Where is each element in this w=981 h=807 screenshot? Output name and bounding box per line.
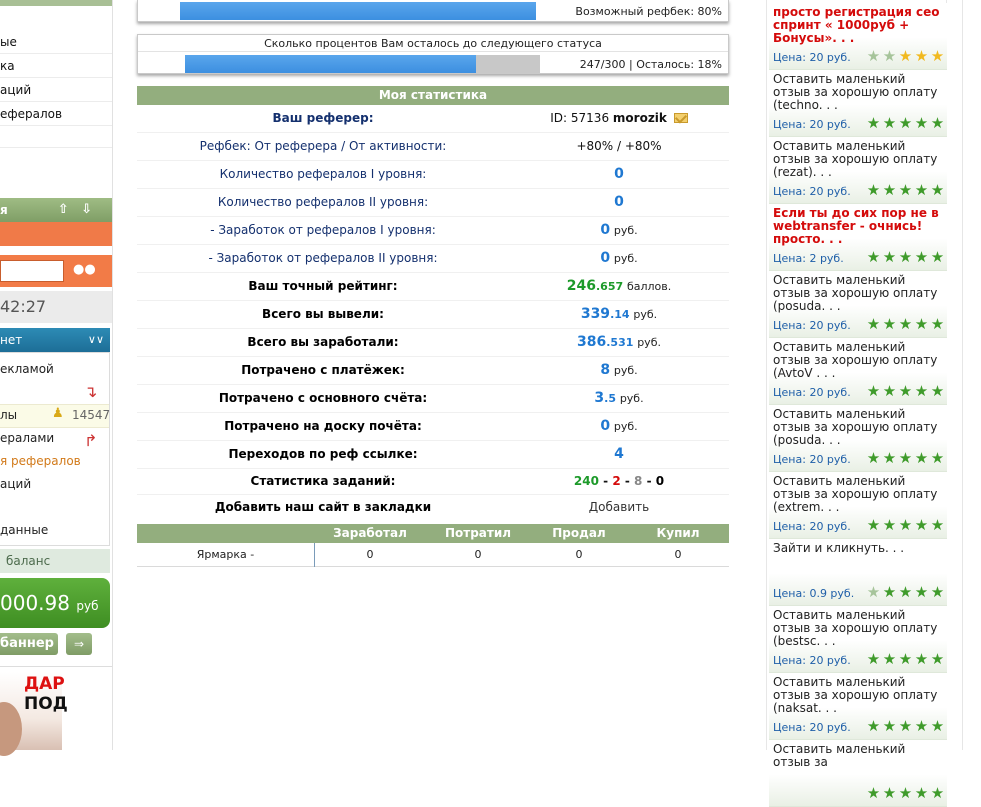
ref2-label: Количество рефералов II уровня:: [217, 195, 429, 209]
spent-main-label: Потрачено с основного счёта:: [218, 391, 428, 405]
stats-row-referrer: [137, 105, 729, 133]
earned-int: 386: [577, 334, 607, 350]
fair-row-sold: 0: [575, 548, 583, 561]
star-icon: ★: [914, 382, 928, 400]
star-icon: ★: [914, 114, 928, 132]
refback-progress-box: [137, 0, 729, 22]
mail-icon[interactable]: [674, 113, 688, 123]
banner-label: баннер: [0, 636, 54, 651]
star-icon: ★: [898, 315, 912, 333]
star-icon: ★: [866, 583, 880, 601]
task-title[interactable]: Оставить маленький отзыв за хорошую оплату (techno. . .: [773, 72, 938, 112]
task-title[interactable]: Оставить маленький отзыв за хорошую оплату (rezat). . .: [773, 139, 938, 179]
stats-row-clicks: [137, 441, 729, 469]
banner-go-button[interactable]: ⇒: [66, 633, 92, 655]
clicks-label: Переходов по реф ссылке:: [228, 447, 418, 461]
task-card[interactable]: [769, 271, 947, 338]
tasks-failed: 2: [612, 474, 621, 488]
withdrawn-int: 339: [580, 306, 611, 322]
task-price: Цена: 20 руб.: [773, 319, 851, 332]
star-icon: ★: [930, 248, 944, 266]
task-price: Цена: 2 руб.: [773, 252, 844, 265]
refback-label: Рефбек: От реферера / От активности:: [199, 139, 447, 153]
stats-row-spent-main: [137, 385, 729, 413]
stats-row-bookmark: [137, 495, 729, 520]
tasks-sep-3: -: [646, 474, 652, 488]
star-icon: ★: [930, 47, 944, 65]
tasks-done: 240: [573, 474, 599, 488]
stats-row-spent-board: [137, 413, 729, 441]
task-price: Цена: 0.9 руб.: [773, 587, 855, 600]
task-price: Цена: 20 руб.: [773, 654, 851, 667]
task-title[interactable]: Зайти и кликнуть. . .: [773, 541, 905, 555]
star-icon: ★: [882, 248, 896, 266]
balance-amount-box: [0, 578, 110, 628]
task-card[interactable]: [769, 472, 947, 539]
left-menu-item-2[interactable]: ка: [0, 54, 112, 78]
task-price: Цена: 20 руб.: [773, 386, 851, 399]
star-icon: ★: [930, 717, 944, 735]
task-card[interactable]: [769, 70, 947, 137]
earned-frac: .531: [606, 336, 634, 349]
withdrawn-label: Всего вы вывели:: [262, 307, 384, 321]
footsteps-icon[interactable]: ●●: [73, 262, 96, 277]
star-icon: ★: [914, 47, 928, 65]
fair-row-earned: 0: [366, 548, 374, 561]
network-box: [0, 352, 110, 546]
star-icon: ★: [914, 315, 928, 333]
star-icon: ★: [882, 784, 896, 802]
spent-board-value: 0: [600, 418, 611, 434]
rating-unit: баллов.: [626, 280, 672, 293]
star-icon: ★: [898, 583, 912, 601]
star-icon: ★: [866, 516, 880, 534]
star-icon: ★: [898, 717, 912, 735]
left-clock: [0, 291, 112, 323]
left-search-input[interactable]: [0, 260, 64, 282]
star-icon: ★: [882, 181, 896, 199]
star-icon: ★: [930, 583, 944, 601]
stats-row-earn2: [137, 245, 729, 273]
rating-label: Ваш точный рейтинг:: [248, 279, 398, 293]
refback-bar-track: [180, 2, 536, 20]
star-icon: ★: [866, 717, 880, 735]
status-text: 247/300 | Осталось: 18%: [579, 58, 722, 71]
star-icon: ★: [898, 784, 912, 802]
star-icon: ★: [930, 382, 944, 400]
left-menu-empty-2: [0, 150, 112, 172]
task-rating: [865, 115, 945, 131]
network-item-2[interactable]: лы: [0, 408, 18, 422]
stats-row-refback: [137, 133, 729, 161]
task-price: Цена: 20 руб.: [773, 51, 851, 64]
task-card[interactable]: [769, 137, 947, 204]
star-icon: ★: [914, 449, 928, 467]
star-icon: ★: [866, 181, 880, 199]
spent-pay-value: 8: [600, 362, 611, 378]
star-icon: ★: [914, 784, 928, 802]
network-item-5[interactable]: аций: [0, 477, 32, 491]
star-icon: ★: [866, 47, 880, 65]
star-icon: ★: [898, 181, 912, 199]
balance-label: баланс: [6, 554, 51, 568]
bookmark-link[interactable]: Добавить: [588, 500, 650, 514]
stats-row-ref1: [137, 161, 729, 189]
status-title: Сколько процентов Вам осталось до следующего статуса: [138, 35, 728, 52]
left-section-header: [0, 198, 112, 222]
task-rating: [865, 718, 945, 734]
balance-unit: руб: [76, 599, 99, 613]
ref1-value: 0: [614, 166, 624, 182]
task-rating: [865, 785, 945, 801]
rating-int: 246: [566, 278, 596, 294]
main-content: [114, 0, 754, 750]
spent-main-frac: .5: [604, 392, 616, 405]
ref2-value: 0: [614, 194, 624, 210]
spent-board-unit: руб.: [613, 420, 638, 433]
star-icon: ★: [882, 315, 896, 333]
network-title: нет: [0, 333, 23, 347]
star-icon: ★: [866, 382, 880, 400]
stats-title: Моя статистика: [137, 86, 729, 105]
earn2-unit: руб.: [613, 252, 638, 265]
task-title[interactable]: Если ты до сих пор не в webtransfer - очнись! просто. . .: [773, 206, 939, 246]
fair-header-sold: Продал: [552, 526, 606, 540]
referrer-id: ID: 57136: [550, 111, 610, 125]
stats-panel: [137, 86, 729, 520]
star-icon: ★: [882, 449, 896, 467]
referrer-name[interactable]: morozik: [612, 111, 667, 125]
clock-text: 42:27: [0, 297, 47, 316]
task-title[interactable]: Оставить маленький отзыв за хорошую оплату (posuda. . .: [773, 407, 938, 447]
star-icon: ★: [930, 516, 944, 534]
star-icon: ★: [898, 248, 912, 266]
status-progress-box: [137, 34, 729, 74]
task-title[interactable]: просто регистрация сео спринт « 1000руб + Бонусы». . .: [773, 5, 940, 45]
refback-text: Возможный рефбек: 80%: [575, 5, 722, 18]
sort-arrows-icon[interactable]: ⇧ ⇩: [57, 202, 96, 217]
stats-row-tasks: [137, 469, 729, 495]
status-bar-track: [185, 55, 540, 73]
star-icon: ★: [866, 315, 880, 333]
star-icon: ★: [898, 47, 912, 65]
network-header[interactable]: [0, 328, 110, 352]
task-price: Цена: 20 руб.: [773, 185, 851, 198]
task-price: Цена: 20 руб.: [773, 453, 851, 466]
balance-amount: 000.98: [0, 591, 70, 615]
fair-header-bought: Купил: [656, 526, 700, 540]
star-icon: ★: [866, 449, 880, 467]
star-icon: ★: [930, 650, 944, 668]
network-item-1[interactable]: екламой: [0, 362, 54, 376]
earn2-value: 0: [600, 250, 611, 266]
left-orange-band: [0, 222, 112, 246]
ref1-label: Количество рефералов I уровня:: [219, 167, 427, 181]
network-item-3[interactable]: ералами: [0, 431, 55, 445]
earn1-label: - Заработок от рефералов I уровня:: [210, 223, 436, 237]
star-icon: ★: [914, 717, 928, 735]
ad-person-image: [0, 702, 22, 756]
left-menu-item-3[interactable]: аций: [0, 78, 112, 102]
star-icon: ★: [930, 181, 944, 199]
task-price: Цена: 20 руб.: [773, 721, 851, 734]
task-card[interactable]: [769, 405, 947, 472]
refback-value: +80% / +80%: [576, 139, 662, 153]
task-rating: [865, 316, 945, 332]
fair-table-row: [137, 543, 729, 567]
task-price: Цена: 20 руб.: [773, 520, 851, 533]
refback-bar-fill: [180, 2, 536, 20]
rating-frac: .657: [595, 280, 624, 293]
spent-board-label: Потрачено на доску почёта:: [224, 419, 422, 433]
balance-label-bar: [0, 549, 110, 573]
stats-row-earn1: [137, 217, 729, 245]
fair-row-bought: 0: [674, 548, 682, 561]
left-top-strip: [0, 0, 112, 6]
task-card[interactable]: [769, 740, 947, 807]
star-icon: ★: [866, 650, 880, 668]
task-rating: [865, 584, 945, 600]
star-icon: ★: [914, 650, 928, 668]
star-icon: ★: [914, 248, 928, 266]
fair-table: [137, 524, 729, 567]
double-chevron-down-icon[interactable]: ∨∨: [87, 333, 104, 346]
task-card[interactable]: [769, 338, 947, 405]
tasks-pending: 8: [634, 474, 643, 488]
bookmark-label: Добавить наш сайт в закладки: [214, 500, 432, 514]
task-title[interactable]: Оставить маленький отзыв за: [773, 742, 906, 769]
referrer-label: Ваш реферер:: [272, 111, 374, 125]
left-menu-item-4[interactable]: ефералов: [0, 102, 112, 126]
task-rating: [865, 182, 945, 198]
fair-row-spent: 0: [474, 548, 482, 561]
earned-unit: руб.: [637, 336, 661, 349]
left-section-title: я: [0, 203, 8, 217]
banner-button[interactable]: [0, 633, 58, 655]
task-title[interactable]: Оставить маленький отзыв за хорошую оплату (posuda. . .: [773, 273, 938, 313]
fair-row-label: Ярмарка -: [196, 548, 255, 561]
star-icon: ★: [866, 248, 880, 266]
clicks-value: 4: [614, 446, 624, 462]
star-icon: ★: [898, 449, 912, 467]
network-item-4[interactable]: я рефералов: [0, 454, 81, 468]
star-icon: ★: [930, 114, 944, 132]
task-card[interactable]: [769, 673, 947, 740]
earn1-value: 0: [600, 222, 611, 238]
task-card[interactable]: [769, 3, 947, 70]
fair-header-spent: Потратил: [444, 526, 512, 540]
ad-text-1: ДАР: [24, 674, 65, 694]
task-rating: [865, 48, 945, 64]
withdrawn-unit: руб.: [633, 308, 658, 321]
star-icon: ★: [914, 181, 928, 199]
task-card[interactable]: [769, 606, 947, 673]
task-card[interactable]: [769, 204, 947, 271]
star-icon: ★: [898, 114, 912, 132]
stats-row-spent-pay: [137, 357, 729, 385]
task-rating: [865, 383, 945, 399]
status-bar-fill: [185, 55, 476, 73]
fair-header-earned: Заработал: [333, 526, 407, 540]
tasks-sep-1: -: [603, 474, 609, 488]
star-icon: ★: [882, 47, 896, 65]
stats-row-ref2: [137, 189, 729, 217]
red-arrow-up-icon: ↱: [84, 431, 98, 450]
tasks-sep-2: -: [624, 474, 630, 488]
star-icon: ★: [882, 516, 896, 534]
task-title[interactable]: Оставить маленький отзыв за хорошую оплату (AvtoV . . .: [773, 340, 938, 380]
earn1-unit: руб.: [613, 224, 638, 237]
star-icon: ★: [882, 717, 896, 735]
star-icon: ★: [898, 516, 912, 534]
left-ad-banner[interactable]: [0, 672, 68, 750]
star-icon: ★: [930, 449, 944, 467]
fair-table-header: [137, 524, 729, 543]
right-edge-line: [962, 0, 963, 750]
tasks-label: Статистика заданий:: [250, 474, 396, 488]
star-icon: ★: [866, 784, 880, 802]
task-title[interactable]: Оставить маленький отзыв за хорошую оплату (extrem. . .: [773, 474, 938, 514]
referrer-value: [509, 105, 729, 132]
star-icon: ★: [882, 583, 896, 601]
users-icon: ♟: [52, 406, 64, 421]
task-title[interactable]: Оставить маленький отзыв за хорошую оплату (bestsc. . .: [773, 608, 938, 648]
star-icon: ★: [930, 784, 944, 802]
stats-row-withdrawn: [137, 301, 729, 329]
task-title[interactable]: Оставить маленький отзыв за хорошую оплату (naksat. . .: [773, 675, 938, 715]
spent-main-int: 3: [594, 390, 605, 406]
star-icon: ★: [866, 114, 880, 132]
star-icon: ★: [898, 382, 912, 400]
left-menu-empty-1: [0, 126, 112, 148]
spent-main-unit: руб.: [619, 392, 644, 405]
star-icon: ★: [882, 114, 896, 132]
star-icon: ★: [930, 315, 944, 333]
network-count: 14547: [72, 408, 111, 422]
ad-text-2: ПОД: [24, 694, 68, 714]
task-rating: [865, 651, 945, 667]
earned-label: Всего вы заработали:: [247, 335, 399, 349]
left-sidebar: [0, 0, 113, 750]
task-rating: [865, 249, 945, 265]
withdrawn-frac: .14: [610, 308, 630, 321]
star-icon: ★: [914, 583, 928, 601]
right-sidebar-tasks: [766, 0, 947, 802]
left-menu-item-1[interactable]: ые: [0, 30, 112, 54]
network-item-6[interactable]: данные: [0, 523, 49, 537]
left-divider: [0, 666, 112, 667]
star-icon: ★: [898, 650, 912, 668]
task-price: Цена: 20 руб.: [773, 118, 851, 131]
star-icon: ★: [882, 382, 896, 400]
tasks-other: 0: [655, 474, 665, 488]
earn2-label: - Заработок от рефералов II уровня:: [208, 251, 438, 265]
task-rating: [865, 517, 945, 533]
spent-pay-label: Потрачено с платёжек:: [241, 363, 405, 377]
spent-pay-unit: руб.: [613, 364, 638, 377]
star-icon: ★: [882, 650, 896, 668]
star-icon: ★: [914, 516, 928, 534]
stats-row-rating: [137, 273, 729, 301]
red-arrow-down-icon: ↴: [84, 382, 98, 401]
stats-row-earned: [137, 329, 729, 357]
task-card[interactable]: [769, 539, 947, 606]
task-rating: [865, 450, 945, 466]
